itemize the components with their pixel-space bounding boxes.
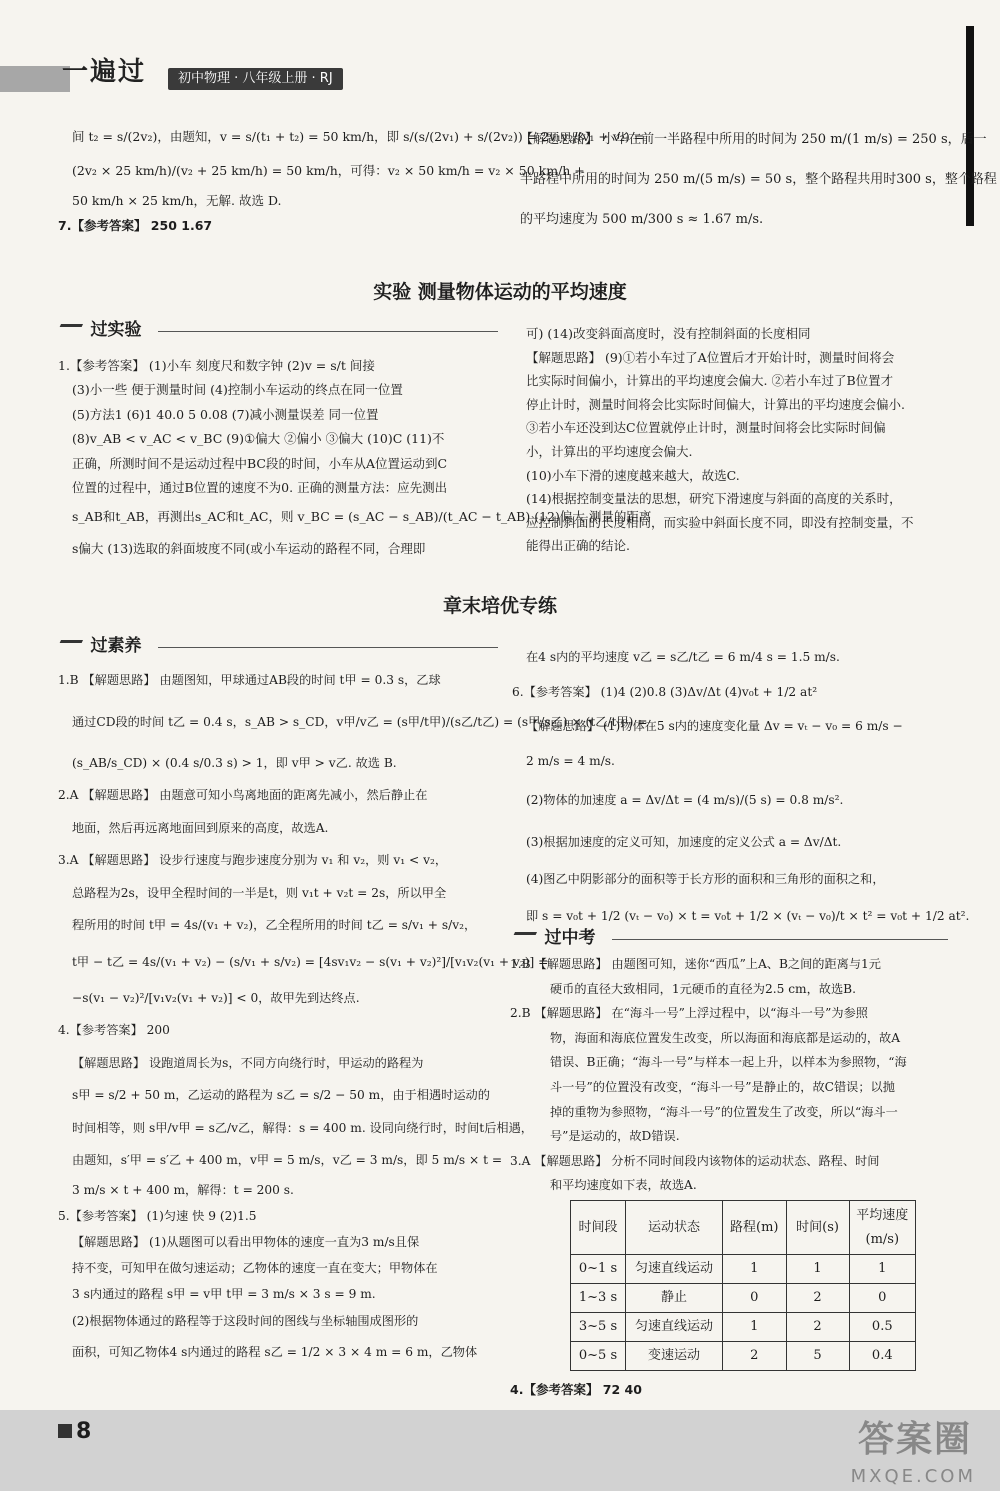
table-cell: 0~1 s bbox=[571, 1255, 626, 1284]
watermark-logo: 答案圈 bbox=[857, 1419, 972, 1460]
text-line: 硬币的直径大致相同，1元硬币的直径为2.5 cm，故选B. bbox=[550, 981, 856, 996]
subhead-rule bbox=[612, 939, 948, 940]
text-line: 【解题思路】 设跑道周长为s，不同方向绕行时，甲运动的路程为 bbox=[72, 1055, 424, 1070]
subhead-mark-icon bbox=[55, 640, 83, 653]
table-header-cell: 平均速度(m/s) bbox=[849, 1201, 915, 1255]
text-line: 斗一号”的位置没有改变，“海斗一号”是静止的，故C错误；以抛 bbox=[550, 1079, 895, 1094]
header-grey-block bbox=[0, 66, 70, 92]
subhead-rule bbox=[158, 331, 498, 332]
section2-right-top bbox=[512, 640, 970, 935]
text-line: 【解题思路】 (9)①若小车过了A位置后才开始计时，测量时间将会 bbox=[526, 349, 895, 365]
text-line: 3 m/s × t + 400 m，解得：t = 200 s. bbox=[72, 1182, 294, 1197]
text-line: t甲 − t乙 = 4s/(v₁ + v₂) − (s/v₁ + s/v₂) = [4sv₁v₂ − s(v₁ + v₂)²]/[v₁v₂(v₁ + v₂)] = bbox=[72, 954, 549, 969]
text-line: 位置的过程中，通过B位置的速度不为0. 正确的测量方法：应先测出 bbox=[72, 480, 448, 496]
text-line: 掉的重物为参照物，“海斗一号”的位置发生了改变，所以“海斗一 bbox=[550, 1104, 898, 1119]
text-line: (s_AB/s_CD) × (0.4 s/0.3 s) > 1，即 v甲 > v乙. 故选 B. bbox=[72, 755, 397, 770]
text-line: ③若小车还没到达C位置就停止计时，测量时间将会比实际时间偏 bbox=[526, 420, 886, 436]
text-line: 号”是运动的，故D错误. bbox=[550, 1129, 680, 1144]
subhead-rule bbox=[158, 647, 498, 648]
text-line: 1.【参考答案】 (1)小车 刻度尺和数字钟 (2)v = s/t 间接 bbox=[58, 358, 375, 373]
text-line: −s(v₁ − v₂)²/[v₁v₂(v₁ + v₂)] < 0，故甲先到达终点. bbox=[72, 990, 360, 1005]
table-cell: 匀速直线运动 bbox=[626, 1313, 723, 1342]
table-cell: 0 bbox=[849, 1284, 915, 1313]
subhead-mark-icon bbox=[55, 324, 83, 337]
text-line: 总路程为2s，设甲全程时间的一半是t，则 v₁t + v₂t = 2s，所以甲全 bbox=[72, 885, 447, 900]
page-number bbox=[58, 1420, 91, 1444]
table-header-cell: 时间段 bbox=[571, 1201, 626, 1255]
subhead-guozhongkao bbox=[512, 926, 952, 952]
text-line: 的平均速度为 500 m/300 s ≈ 1.67 m/s. bbox=[520, 212, 764, 227]
text-line: 2.A 【解题思路】 由题意可知小鸟离地面的距离先减小，然后静止在 bbox=[58, 788, 428, 802]
section1-right bbox=[526, 322, 914, 558]
section-title-chapter: 章末培优专练 bbox=[442, 595, 557, 617]
text-line: 4.【参考答案】 200 bbox=[58, 1023, 170, 1037]
text-line: 50 km/h × 25 km/h，无解. 故选 D. bbox=[72, 193, 282, 208]
text-line: 正确，所测时间不是运动过程中BC段的时间，小车从A位置运动到C bbox=[72, 455, 448, 471]
table-cell: 1~3 s bbox=[571, 1284, 626, 1313]
table-cell: 匀速直线运动 bbox=[626, 1255, 723, 1284]
brand-logo: 一遍过 bbox=[62, 57, 147, 87]
table-cell: 2 bbox=[786, 1313, 849, 1342]
text-line: 时间相等，则 s甲/v甲 = s乙/v乙，解得：s = 400 m. 设同向绕行时，时间t后相遇， bbox=[72, 1120, 533, 1135]
motion-table bbox=[570, 1200, 916, 1371]
text-line: 3 s内通过的路程 s甲 = v甲 t甲 = 3 m/s × 3 s = 9 m. bbox=[72, 1286, 376, 1301]
text-line: 和平均速度如下表，故选A. bbox=[550, 1178, 697, 1193]
watermark-url: MXQE.COM bbox=[850, 1466, 976, 1487]
table-cell: 1 bbox=[722, 1313, 786, 1342]
table-cell: 1 bbox=[786, 1255, 849, 1284]
text-line: 3.A 【解题思路】 设步行速度与跑步速度分别为 v₁ 和 v₂，则 v₁ < v₂， bbox=[58, 853, 448, 867]
text-line: 1.B 【解题思路】 由题图可知，迷你“西瓜”上A、B之间的距离与1元 bbox=[510, 957, 881, 971]
text-line: 3.A 【解题思路】 分析不同时间段内该物体的运动状态、路程、时间 bbox=[510, 1153, 880, 1168]
text-line: 2 m/s = 4 m/s. bbox=[526, 753, 615, 768]
text-line: 1.B 【解题思路】 由题图知，甲球通过AB段的时间 t甲 = 0.3 s，乙球 bbox=[58, 673, 441, 687]
course-label: 初中物理 · 八年级上册 · RJ bbox=[168, 68, 343, 90]
text-line: 地面，然后再远离地面回到原来的高度，故选A. bbox=[72, 820, 329, 835]
table-row bbox=[571, 1284, 916, 1313]
subhead-label: 过实验 bbox=[90, 320, 142, 340]
text-line: s甲 = s/2 + 50 m，乙运动的路程为 s乙 = s/2 − 50 m，由于相遇时运动的 bbox=[72, 1088, 490, 1102]
table-header-cell: 路程(m) bbox=[722, 1201, 786, 1255]
text-line: (8)v_AB < v_AC < v_BC (9)①偏大 ②偏小 ③偏大 (10)C (11)不 bbox=[72, 431, 445, 447]
text-line: 即 s = v₀t + 1/2 (vₜ − v₀) × t = v₀t + 1/2 × (vₜ − v₀)/t × t² = v₀t + 1/2 at². bbox=[526, 908, 970, 923]
text-line: 5.【参考答案】 (1)匀速 快 9 (2)1.5 bbox=[58, 1208, 257, 1223]
text-line: (3)根据加速度的定义可知，加速度的定义公式 a = Δv/Δt. bbox=[526, 835, 842, 849]
subhead-label: 过素养 bbox=[90, 636, 142, 656]
answer-7: 7.【参考答案】 250 1.67 bbox=[58, 218, 213, 233]
table-cell: 变速运动 bbox=[626, 1342, 723, 1371]
text-line: (5)方法1 (6)1 40.0 5 0.08 (7)减小测量误差 同一位置 bbox=[72, 406, 379, 422]
text-line: 2.B 【解题思路】 在“海斗一号”上浮过程中，以“海斗一号”为参照 bbox=[510, 1006, 868, 1021]
text-line: 在4 s内的平均速度 v乙 = s乙/t乙 = 6 m/4 s = 1.5 m/s. bbox=[526, 650, 840, 664]
table-cell: 1 bbox=[722, 1255, 786, 1284]
text-line: 物，海面和海底位置发生改变，所以海面和海底都是运动的，故A bbox=[550, 1030, 901, 1045]
page-number-text: 8 bbox=[76, 1419, 92, 1444]
subhead-mark-icon bbox=[509, 932, 537, 945]
text-line: 间 t₂ = s/(2v₂)，由题知，v = s/(t₁ + t₂) = 50 km/h，即 s/(s/(2v₁) + s/(2v₂)) = 2v₁v₂/(v₁ + v₂) = bbox=[72, 129, 645, 144]
text-line: 面积，可知乙物体4 s内通过的路程 s乙 = 1/2 × 3 × 4 m = 6 m，乙物体 bbox=[72, 1344, 478, 1359]
text-line: s_AB和t_AB，再测出s_AC和t_AC，则 v_BC = (s_AC − s_AB)/(t_AC − t_AB) (12)偏大 测量的距离 bbox=[72, 509, 652, 525]
table-row bbox=[571, 1313, 916, 1342]
text-line: 停止计时，测量时间将会比实际时间偏大，计算出的平均速度会偏小. bbox=[526, 396, 905, 412]
text-line: (3)小一些 便于测量时间 (4)控制小车运动的终点在同一位置 bbox=[72, 382, 403, 398]
text-line: 6.【参考答案】 (1)4 (2)0.8 (3)Δv/Δt (4)v₀t + 1/2 at² bbox=[512, 684, 818, 699]
table-cell: 0.4 bbox=[849, 1342, 915, 1371]
section-title-experiment: 实验 测量物体运动的平均速度 bbox=[373, 281, 627, 303]
table-row bbox=[571, 1255, 916, 1284]
subhead-guoshiyan bbox=[58, 318, 498, 344]
top-right-block bbox=[520, 120, 997, 240]
table-cell: 2 bbox=[786, 1284, 849, 1313]
table-cell: 5 bbox=[786, 1342, 849, 1371]
text-line: 由题知，s′甲 = s′乙 + 400 m，v甲 = 5 m/s，v乙 = 3 m/s，即 5 m/s × t = bbox=[72, 1153, 503, 1167]
text-line: s偏大 (13)选取的斜面坡度不同(或小车运动的路程不同，合理即 bbox=[72, 541, 426, 557]
text-line: 错误、B正确；“海斗一号”与样本一起上升，以样本为参照物，“海 bbox=[550, 1055, 907, 1070]
text-line: (2)根据物体通过的路程等于这段时间的图线与坐标轴围成图形的 bbox=[72, 1313, 419, 1328]
table-header-cell: 时间(s) bbox=[786, 1201, 849, 1255]
text-line: 比实际时间偏小，计算出的平均速度会偏大. ②若小车过了B位置才 bbox=[526, 373, 894, 389]
text-line: (4)图乙中阴影部分的面积等于长方形的面积和三角形的面积之和， bbox=[526, 872, 885, 886]
text-line: 程所用的时间 t甲 = 4s/(v₁ + v₂)，乙全程所用的时间 t乙 = s/v₁ + s/v₂， bbox=[72, 918, 477, 932]
text-line: (2v₂ × 25 km/h)/(v₂ + 25 km/h) = 50 km/h，可得：v₂ × 50 km/h = v₂ × 50 km/h + bbox=[72, 163, 585, 178]
text-line: 【解题思路】 (1)从题图可以看出甲物体的速度一直为3 m/s且保 bbox=[72, 1234, 420, 1249]
text-line: 【解题思路】 小华在前一半路程中所用的时间为 250 m/(1 m/s) = 250 s，后一 bbox=[520, 132, 987, 147]
section2-right-bottom bbox=[510, 952, 907, 1198]
page-marker-icon bbox=[58, 1424, 72, 1438]
text-line: 半路程中所用的时间为 250 m/(5 m/s) = 50 s，整个路程共用时300 s，整个路程 bbox=[520, 172, 997, 187]
text-line: 应控制斜面的长度相同，而实验中斜面长度不同，即没有控制变量，不 bbox=[526, 514, 914, 530]
table-cell: 1 bbox=[849, 1255, 915, 1284]
text-line: (2)物体的加速度 a = Δv/Δt = (4 m/s)/(5 s) = 0.8 m/s². bbox=[526, 793, 844, 807]
subhead-guosuyang bbox=[58, 634, 498, 660]
text-line: 能得出正确的结论. bbox=[526, 538, 630, 554]
text-line: 通过CD段的时间 t乙 = 0.4 s，s_AB > s_CD，v甲/v乙 = (s甲/t甲)/(s乙/t乙) = (s甲/s乙) × (t乙/t甲) = bbox=[72, 714, 648, 729]
table-cell: 0~5 s bbox=[571, 1342, 626, 1371]
table-cell: 0.5 bbox=[849, 1313, 915, 1342]
table-cell: 静止 bbox=[626, 1284, 723, 1313]
table-cell: 3~5 s bbox=[571, 1313, 626, 1342]
subhead-label: 过中考 bbox=[544, 928, 596, 948]
text-line: 小，计算出的平均速度会偏大. bbox=[526, 443, 693, 459]
text-line: 持不变，可知甲在做匀速运动；乙物体的速度一直在变大；甲物体在 bbox=[72, 1260, 438, 1275]
table-cell: 0 bbox=[722, 1284, 786, 1313]
table-row bbox=[571, 1342, 916, 1371]
table-header-row bbox=[571, 1201, 916, 1255]
table-header-cell: 运动状态 bbox=[626, 1201, 723, 1255]
table-cell: 2 bbox=[722, 1342, 786, 1371]
text-line: (14)根据控制变量法的思想，研究下滑速度与斜面的高度的关系时， bbox=[526, 491, 902, 507]
text-line: 可) (14)改变斜面高度时，没有控制斜面的长度相同 bbox=[526, 326, 811, 341]
text-line: (10)小车下滑的速度越来越大，故选C. bbox=[526, 467, 740, 483]
header-bar bbox=[0, 58, 400, 98]
answer-4: 4.【参考答案】 72 40 bbox=[510, 1382, 642, 1397]
text-line: 【解题思路】 (1)物体在5 s内的速度变化量 Δv = vₜ − v₀ = 6 m/s − bbox=[526, 719, 903, 733]
